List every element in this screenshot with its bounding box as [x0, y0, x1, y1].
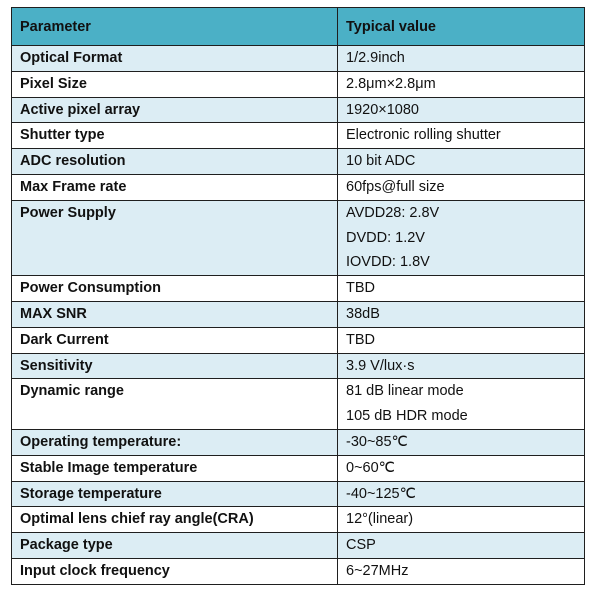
- value-text: 6~27MHz: [346, 562, 409, 579]
- value-text: 81 dB linear mode: [346, 383, 464, 400]
- parameter-cell: [12, 455, 338, 481]
- parameter-label: Power Supply: [20, 204, 116, 221]
- parameter-cell: [12, 123, 338, 149]
- table-row: [12, 301, 585, 327]
- value-cell: [338, 97, 585, 123]
- parameter-cell: [12, 327, 338, 353]
- value-cell: [338, 353, 585, 379]
- value-text: 0~60℃: [346, 459, 395, 476]
- value-cell: [338, 507, 585, 533]
- table-row: [12, 46, 585, 72]
- value-text: IOVDD: 1.8V: [346, 254, 430, 271]
- parameter-cell: [12, 149, 338, 175]
- table-header-row: [12, 8, 585, 46]
- value-text: AVDD28: 2.8V: [346, 204, 440, 221]
- value-cell: [338, 174, 585, 200]
- parameter-cell: [12, 481, 338, 507]
- table-row: [12, 200, 585, 275]
- parameter-label: Operating temperature:: [20, 433, 182, 450]
- value-cell: [338, 301, 585, 327]
- header-typical-value: Typical value: [338, 8, 585, 46]
- value-cell: [338, 149, 585, 175]
- parameter-cell: [12, 558, 338, 584]
- value-text: -40~125℃: [346, 485, 416, 502]
- value-cell: [338, 71, 585, 97]
- spec-sheet: [11, 7, 585, 585]
- value-cell: [338, 379, 585, 430]
- table-row: [12, 455, 585, 481]
- parameter-cell: [12, 507, 338, 533]
- parameter-label: Active pixel array: [20, 101, 141, 118]
- parameter-label: Package type: [20, 537, 113, 554]
- table-row: [12, 97, 585, 123]
- value-text: 2.8μm×2.8μm: [346, 75, 436, 92]
- table-row: [12, 174, 585, 200]
- value-cell: [338, 200, 585, 275]
- value-cell: [338, 455, 585, 481]
- parameter-label: ADC resolution: [20, 153, 126, 170]
- table-body: [12, 46, 585, 585]
- value-text: CSP: [346, 537, 376, 554]
- parameter-label: MAX SNR: [20, 305, 87, 322]
- parameter-label: Dynamic range: [20, 383, 124, 400]
- header-parameter: Parameter: [12, 8, 338, 46]
- table-row: [12, 327, 585, 353]
- table-row: [12, 429, 585, 455]
- parameter-cell: [12, 200, 338, 275]
- value-cell: [338, 558, 585, 584]
- parameter-label: Max Frame rate: [20, 178, 127, 195]
- parameter-label: Shutter type: [20, 127, 105, 144]
- table-row: [12, 379, 585, 430]
- parameter-label: Storage temperature: [20, 485, 162, 502]
- value-text: 10 bit ADC: [346, 153, 416, 170]
- table-row: [12, 71, 585, 97]
- value-text: DVDD: 1.2V: [346, 229, 425, 246]
- parameter-cell: [12, 533, 338, 559]
- table-row: [12, 533, 585, 559]
- parameter-label: Sensitivity: [20, 357, 93, 374]
- parameter-cell: [12, 276, 338, 302]
- value-cell: [338, 481, 585, 507]
- parameter-cell: [12, 174, 338, 200]
- value-cell: [338, 46, 585, 72]
- value-cell: [338, 327, 585, 353]
- table-row: [12, 481, 585, 507]
- parameter-cell: [12, 429, 338, 455]
- value-text: 1920×1080: [346, 101, 419, 118]
- parameter-label: Optimal lens chief ray angle(CRA): [20, 511, 254, 528]
- parameter-cell: [12, 71, 338, 97]
- parameter-label: Dark Current: [20, 331, 109, 348]
- parameter-cell: [12, 46, 338, 72]
- value-cell: [338, 123, 585, 149]
- parameter-cell: [12, 97, 338, 123]
- value-text: 12°(linear): [346, 511, 414, 528]
- table-row: [12, 149, 585, 175]
- value-text: TBD: [346, 280, 375, 297]
- parameter-label: Power Consumption: [20, 280, 161, 297]
- value-text: Electronic rolling shutter: [346, 127, 501, 144]
- table-row: [12, 558, 585, 584]
- spec-table: [11, 7, 585, 585]
- value-text: -30~85℃: [346, 433, 408, 450]
- parameter-cell: [12, 353, 338, 379]
- parameter-cell: [12, 301, 338, 327]
- value-cell: [338, 533, 585, 559]
- parameter-label: Input clock frequency: [20, 562, 170, 579]
- value-text: 3.9 V/lux·s: [346, 357, 415, 374]
- value-text: 105 dB HDR mode: [346, 408, 468, 425]
- value-cell: [338, 429, 585, 455]
- table-row: [12, 353, 585, 379]
- parameter-label: Pixel Size: [20, 75, 87, 92]
- table-row: [12, 276, 585, 302]
- value-cell: [338, 276, 585, 302]
- parameter-label: Optical Format: [20, 50, 123, 66]
- value-text: 60fps@full size: [346, 178, 445, 195]
- value-text: 1/2.9inch: [346, 50, 405, 66]
- value-text: TBD: [346, 331, 375, 348]
- parameter-cell: [12, 379, 338, 430]
- table-row: [12, 507, 585, 533]
- table-row: [12, 123, 585, 149]
- value-text: 38dB: [346, 305, 380, 322]
- parameter-label: Stable Image temperature: [20, 459, 198, 476]
